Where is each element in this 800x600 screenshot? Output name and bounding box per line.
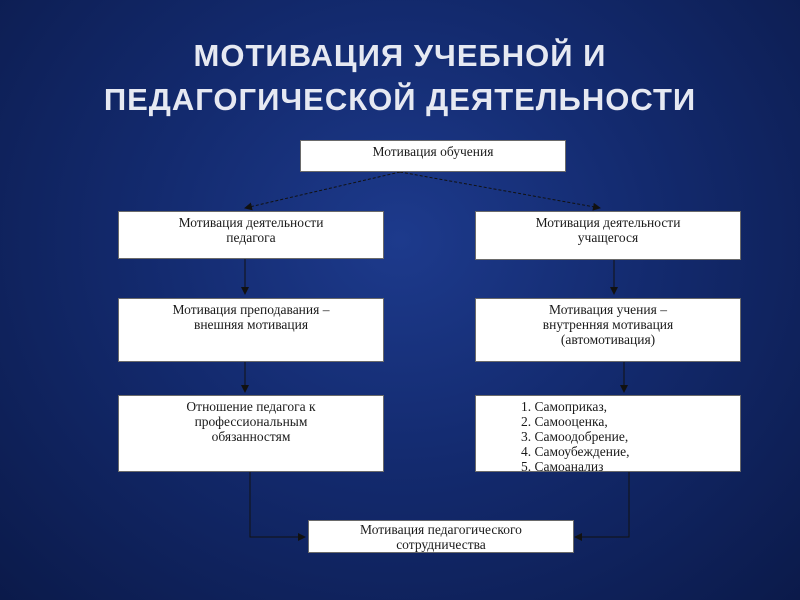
list-item: 1. Самоприказ, (521, 399, 608, 414)
connector-root-left (245, 172, 400, 208)
left-level3-box (118, 395, 384, 472)
list-item: 2. Самооценка, (521, 414, 608, 429)
right-level2-line3: (автомотивация) (560, 332, 656, 347)
root-label: Мотивация обучения (372, 144, 494, 159)
left-level1-box (118, 211, 384, 259)
right-level3-box (475, 395, 741, 472)
left-level2-line1: Мотивация преподавания – (172, 302, 330, 317)
right-level1-line2: учащегося (577, 230, 639, 245)
title-line-2: ПЕДАГОГИЧЕСКОЙ ДЕЯТЕЛЬНОСТИ (103, 82, 697, 117)
root-box (300, 140, 566, 172)
list-item: 3. Самоодобрение, (521, 429, 629, 444)
right-level2-line2: внутренняя мотивация (542, 317, 674, 332)
right-level1-box (475, 211, 741, 260)
title-line-1: МОТИВАЦИЯ УЧЕБНОЙ И (193, 38, 607, 73)
bottom-line2: сотрудничества (396, 537, 486, 552)
left-level2-box (118, 298, 384, 362)
left-level1-line1: Мотивация деятельности (178, 215, 324, 230)
connector-left-bottom (250, 472, 305, 537)
bottom-box (308, 520, 574, 553)
left-level2-line2: внешняя мотивация (193, 317, 309, 332)
connector-root-right (400, 172, 600, 208)
right-level1-line1: Мотивация деятельности (535, 215, 681, 230)
left-level3-line1: Отношение педагога к (186, 399, 316, 414)
connector-right-bottom (575, 472, 629, 537)
list-item: 4. Самоубеждение, (521, 444, 630, 459)
left-level3-line3: обязанностям (211, 429, 291, 444)
right-level2-box (475, 298, 741, 362)
left-level3-line2: профессиональным (194, 414, 308, 429)
left-level1-line2: педагога (226, 230, 276, 245)
list-item: 5. Самоанализ (521, 459, 604, 474)
bottom-line1: Мотивация педагогического (360, 522, 522, 537)
right-level2-line1: Мотивация учения – (549, 302, 667, 317)
